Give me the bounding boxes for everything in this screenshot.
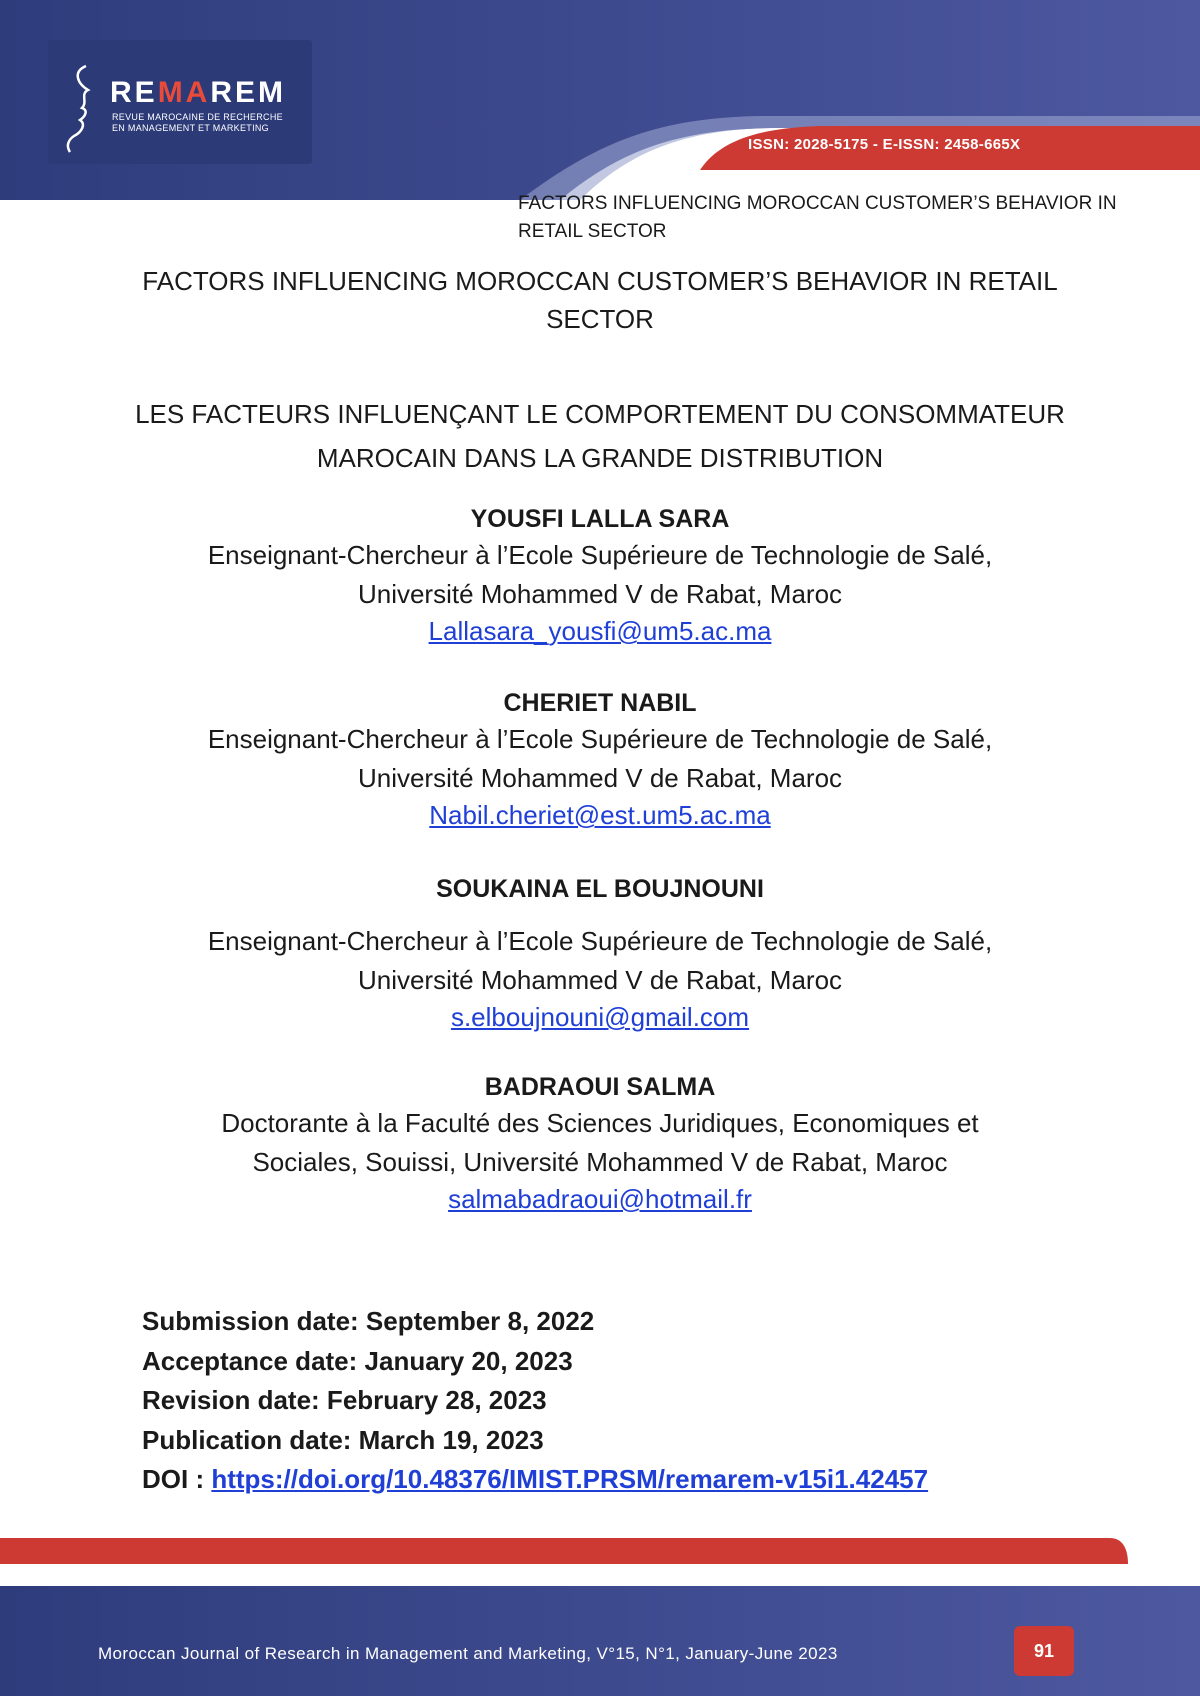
author-block-2 [120,686,1080,832]
logo-wordmark: REMAREM [110,76,287,109]
running-title: FACTORS INFLUENCING MOROCCAN CUSTOMER’S BEHAVIOR IN RETAIL SECTOR [518,193,1117,242]
author-email-link[interactable]: Lallasara_yousfi@um5.ac.ma [428,616,772,646]
author-block-3 [120,872,1080,1034]
author-name: SOUKAINA EL BOUJNOUNI [436,875,764,903]
footer-journal-info: Moroccan Journal of Research in Management and Marketing, V°15, N°1, January-June 2023 [98,1644,838,1663]
logo-subtitle: REVUE MAROCAINE DE RECHERCHE EN MANAGEMENT ET MARKETING [112,112,283,133]
author-affiliation: Doctorante à la Faculté des Sciences Juridiques, Economiques et [221,1108,979,1138]
author-email-link[interactable]: Nabil.cheriet@est.um5.ac.ma [429,800,771,830]
author-name: CHERIET NABIL [503,689,697,717]
issn-text: ISSN: 2028-5175 - E-ISSN: 2458-665X [748,136,1021,153]
page-number: 91 [1014,1626,1074,1676]
acceptance-date: Acceptance date: January 20, 2023 [142,1345,573,1376]
author-affiliation: Enseignant-Chercheur à l’Ecole Supérieure de Technologie de Salé, [207,926,993,956]
doi-label: DOI : [142,1464,205,1494]
author-affiliation: Université Mohammed V de Rabat, Maroc [357,579,843,609]
publication-date: Publication date: March 19, 2023 [142,1424,544,1455]
doi-line [142,1460,928,1500]
doi-link[interactable]: https://doi.org/10.48376/IMIST.PRSM/remarem-v15i1.42457 [211,1464,929,1494]
author-block-1 [120,502,1080,648]
author-affiliation: Université Mohammed V de Rabat, Maroc [357,763,843,793]
revision-date: Revision date: February 28, 2023 [142,1385,547,1415]
author-name: YOUSFI LALLA SARA [470,505,730,533]
author-affiliation: Université Mohammed V de Rabat, Maroc [357,965,843,995]
author-affiliation: Enseignant-Chercheur à l’Ecole Supérieure de Technologie de Salé, [207,724,993,754]
author-affiliation: Enseignant-Chercheur à l’Ecole Supérieure de Technologie de Salé, [207,540,993,570]
face-profile-icon [58,62,106,154]
submission-date: Submission date: September 8, 2022 [142,1306,595,1336]
article-title-english: FACTORS INFLUENCING MOROCCAN CUSTOMER’S BEHAVIOR IN RETAIL SECTOR [142,266,1058,334]
author-email-link[interactable]: salmabadraoui@hotmail.fr [448,1184,752,1214]
author-block-4 [120,1070,1080,1216]
author-affiliation: Sociales, Souissi, Université Mohammed V de Rabat, Maroc [252,1147,948,1177]
author-name: BADRAOUI SALMA [484,1073,716,1101]
article-dates [142,1302,928,1500]
author-email-link[interactable]: s.elboujnouni@gmail.com [450,1002,750,1032]
article-title-french: LES FACTEURS INFLUENÇANT LE COMPORTEMENT DU CONSOMMATEUR MAROCAIN DANS LA GRANDE DISTRIBUTION [135,399,1065,473]
